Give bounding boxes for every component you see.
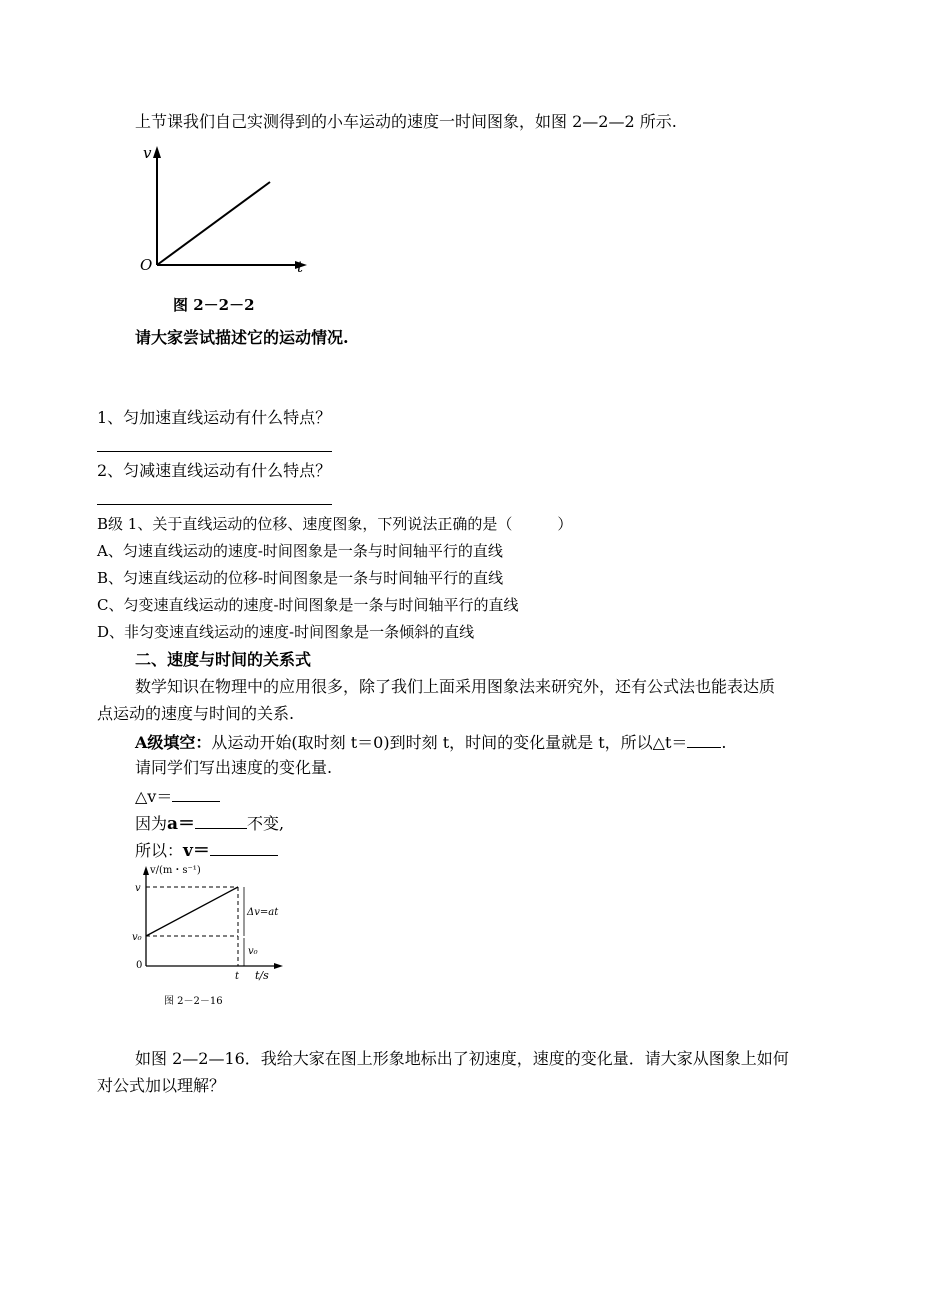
delta-v-label: △v＝ xyxy=(135,787,173,806)
answer-line-1 xyxy=(97,451,332,452)
answer-line-2 xyxy=(97,504,332,505)
zero-label: 0 xyxy=(136,960,143,971)
a-equals: a＝ xyxy=(167,814,196,834)
figure-caption: 图 2－2－2 xyxy=(173,296,255,314)
option-a: A、匀速直线运动的速度-时间图象是一条与时间轴平行的直线 xyxy=(97,542,503,560)
figure-2-2-16 xyxy=(128,862,298,1022)
question-2: 2、匀减速直线运动有什么特点？ xyxy=(97,461,332,480)
figure-caption: 图 2－2－16 xyxy=(164,996,223,1007)
velocity-line xyxy=(146,887,238,936)
y-axis-arrow xyxy=(143,866,149,875)
prompt-text: 请大家尝试描述它的运动情况. xyxy=(135,328,349,347)
option-c: C、匀变速直线运动的速度-时间图象是一条与时间轴平行的直线 xyxy=(97,596,519,614)
fill-label: A级填空： xyxy=(135,733,212,752)
section-heading: 二、速度与时间的关系式 xyxy=(135,650,312,669)
paragraph-2-line-2: 对公式加以理解？ xyxy=(97,1076,226,1095)
option-b: B、匀速直线运动的位移-时间图象是一条与时间轴平行的直线 xyxy=(97,569,504,587)
velocity-line xyxy=(157,182,270,265)
paragraph-1-line-2: 点运动的速度与时间的关系. xyxy=(97,704,295,723)
origin-label: O xyxy=(140,256,153,274)
fill-in-line xyxy=(135,731,726,753)
paragraph-1-line-1: 数学知识在物理中的应用很多，除了我们上面采用图象法来研究外，还有公式法也能表达质 xyxy=(135,677,776,696)
figure-2-2-2 xyxy=(135,140,315,320)
paragraph-2-line-1: 如图 2—2—16．我给大家在图上形象地标出了初速度，速度的变化量．请大家从图象上如何 xyxy=(135,1049,789,1068)
v-tick-label: v xyxy=(135,883,141,894)
t-axis-label: t xyxy=(297,258,304,276)
option-d: D、非匀变速直线运动的速度-时间图象是一条倾斜的直线 xyxy=(97,623,475,641)
b-level-question: B级 1、关于直线运动的位移、速度图象，下列说法正确的是（ ） xyxy=(97,515,573,533)
because-prefix: 因为 xyxy=(135,814,168,833)
y-axis-arrow xyxy=(153,146,161,158)
delta-t-blank[interactable] xyxy=(687,731,721,748)
t-tick-label: t xyxy=(235,971,240,982)
x-axis-title: t/s xyxy=(255,969,269,982)
so-line xyxy=(135,839,278,861)
intro-text: 上节课我们自己实测得到的小车运动的速度一时间图象，如图 2—2—2 所示. xyxy=(135,112,677,131)
because-suffix: 不变, xyxy=(247,814,285,833)
v-equals: v＝ xyxy=(183,841,210,861)
delta-v-label: Δv=at xyxy=(247,907,279,918)
question-1: 1、匀加速直线运动有什么特点？ xyxy=(97,408,332,427)
fill-end: . xyxy=(721,733,727,752)
ask-text: 请同学们写出速度的变化量. xyxy=(135,758,333,777)
v-axis-label: v xyxy=(143,144,152,162)
because-line xyxy=(135,812,284,834)
a-blank[interactable] xyxy=(195,812,247,829)
delta-v-blank[interactable] xyxy=(172,785,220,802)
v0-bracket-label: v₀ xyxy=(248,946,258,957)
x-axis-arrow xyxy=(274,963,283,969)
so-prefix: 所以： xyxy=(135,841,184,860)
v-blank[interactable] xyxy=(210,839,278,856)
y-axis-title: v/(m・s⁻¹) xyxy=(150,865,201,876)
delta-v-line xyxy=(135,785,220,807)
v0-tick-label: v₀ xyxy=(132,932,142,943)
fill-text: 从运动开始(取时刻 t＝0)到时刻 t，时间的变化量就是 t，所以△t＝ xyxy=(211,733,688,752)
